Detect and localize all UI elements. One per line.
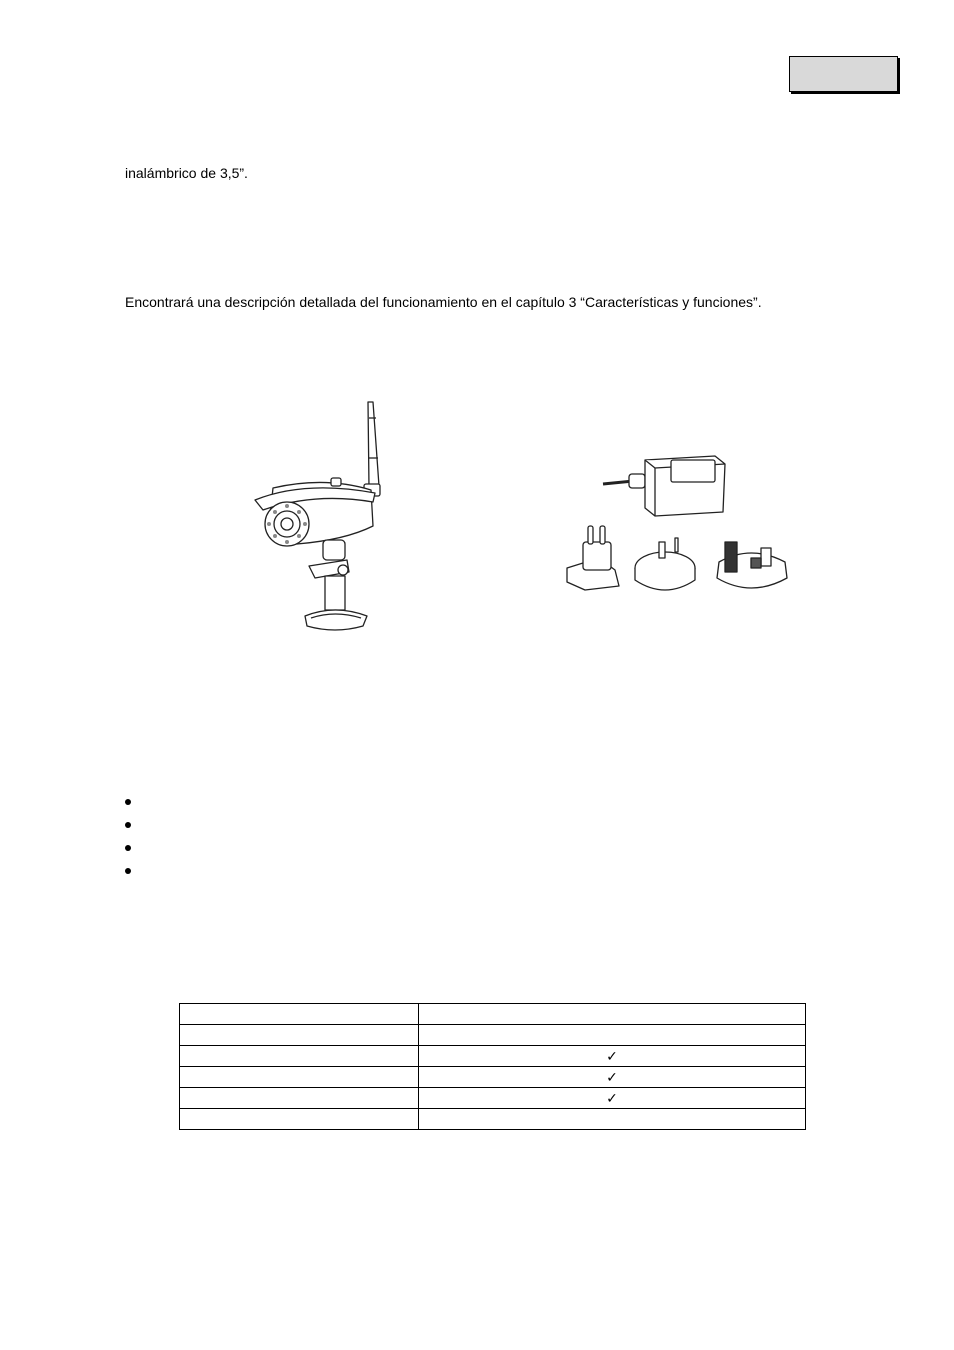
table-cell-label <box>180 1109 419 1130</box>
table-row <box>180 1109 806 1130</box>
table-cell-label <box>180 1088 419 1109</box>
table-cell-value <box>419 1025 806 1046</box>
table-cell-label <box>180 1046 419 1067</box>
language-tab <box>789 56 898 92</box>
intro-fragment: inalámbrico de 3,5”. <box>125 165 248 181</box>
table-row <box>180 1046 806 1067</box>
table-cell-label <box>180 1004 419 1025</box>
table-row <box>180 1004 806 1025</box>
table-cell-value <box>419 1109 806 1130</box>
table-cell-value <box>419 1004 806 1025</box>
table-row <box>180 1088 806 1109</box>
check-icon: ✓ <box>419 1088 806 1109</box>
table-cell-label <box>180 1067 419 1088</box>
check-icon: ✓ <box>419 1046 806 1067</box>
table-cell-label <box>180 1025 419 1046</box>
power-adapter-icon <box>555 450 795 598</box>
check-icon: ✓ <box>419 1067 806 1088</box>
camera-icon <box>245 398 395 633</box>
spec-table <box>179 1003 806 1130</box>
table-row <box>180 1067 806 1088</box>
reference-paragraph: Encontrará una descripción detallada del funcionamiento en el capítulo 3 “Características y funciones”. <box>125 294 762 310</box>
table-row <box>180 1025 806 1046</box>
